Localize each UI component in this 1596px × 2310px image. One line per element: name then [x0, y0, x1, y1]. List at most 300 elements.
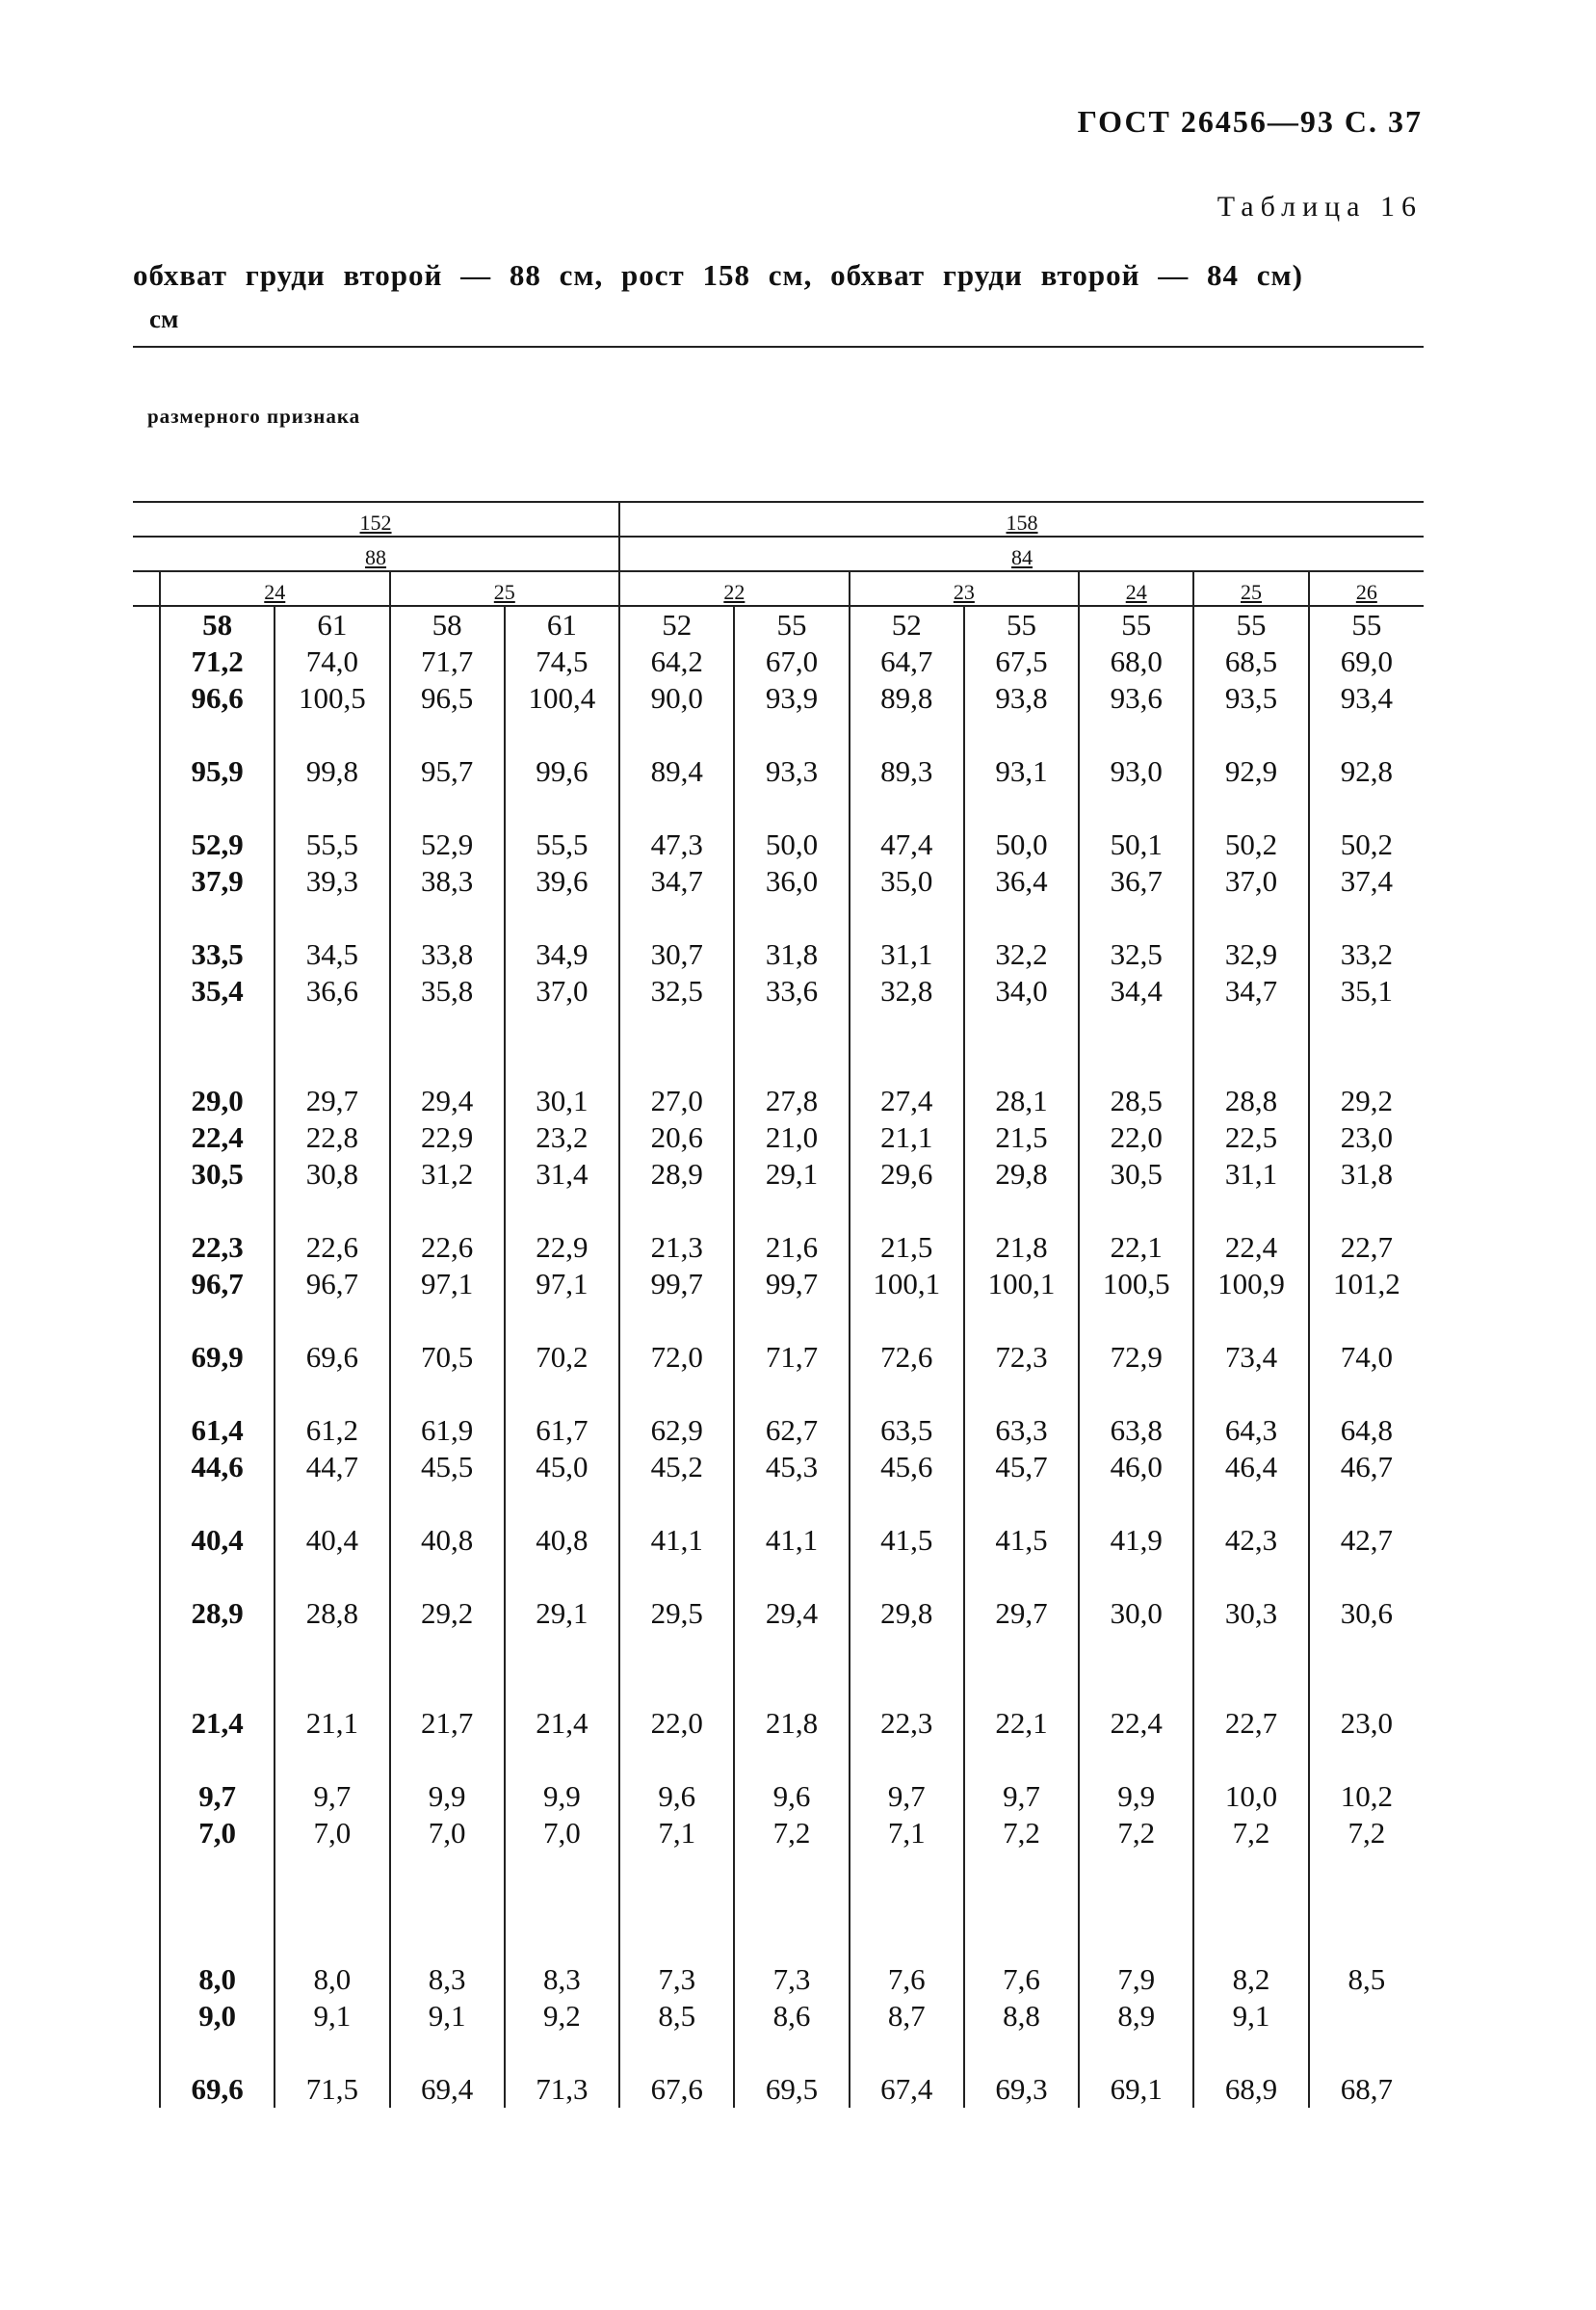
value-cell: 37,0 — [1193, 863, 1308, 900]
group-label: 25 — [390, 571, 620, 606]
empty-cell — [734, 1010, 849, 1046]
empty-cell — [734, 1302, 849, 1339]
empty-cell — [275, 1851, 389, 1888]
empty-cell — [734, 1485, 849, 1522]
spacer-row — [133, 790, 1424, 827]
empty-cell — [275, 1559, 389, 1595]
value-cell: 32,5 — [1079, 936, 1193, 973]
value-cell: 31,2 — [390, 1156, 505, 1193]
empty-cell — [850, 1888, 964, 1925]
table-row — [133, 1815, 1424, 1851]
value-cell: 7,1 — [619, 1815, 734, 1851]
dimension-sign-label: размерного признака — [147, 405, 361, 428]
empty-cell — [734, 1851, 849, 1888]
value-cell: 29,2 — [390, 1595, 505, 1632]
empty-cell — [734, 2034, 849, 2071]
empty-cell — [619, 1010, 734, 1046]
age-cell: 55 — [1193, 606, 1308, 643]
stub-cell — [133, 1266, 160, 1302]
value-cell: 22,8 — [275, 1119, 389, 1156]
value-cell: 69,1 — [1079, 2071, 1193, 2108]
stub-cell — [133, 1925, 160, 1961]
empty-cell — [1309, 1851, 1424, 1888]
value-cell: 23,0 — [1309, 1119, 1424, 1156]
empty-cell — [850, 1485, 964, 1522]
empty-cell — [850, 1742, 964, 1778]
value-cell: 70,5 — [390, 1339, 505, 1376]
empty-cell — [390, 1193, 505, 1229]
value-cell: 37,4 — [1309, 863, 1424, 900]
value-cell: 100,9 — [1193, 1266, 1308, 1302]
spacer-row — [133, 1925, 1424, 1961]
value-cell: 9,1 — [1193, 1998, 1308, 2034]
empty-cell — [734, 1742, 849, 1778]
value-cell: 74,0 — [275, 643, 389, 680]
value-cell: 29,6 — [850, 1156, 964, 1193]
bust-label: 88 — [133, 537, 619, 571]
empty-cell — [619, 717, 734, 753]
value-cell: 41,9 — [1079, 1522, 1193, 1559]
empty-cell — [1193, 1485, 1308, 1522]
empty-cell — [1309, 1302, 1424, 1339]
bust-label: 84 — [619, 537, 1424, 571]
empty-cell — [390, 1742, 505, 1778]
value-cell: 7,0 — [275, 1815, 389, 1851]
value-cell: 71,7 — [734, 1339, 849, 1376]
value-cell: 21,4 — [505, 1705, 619, 1742]
table-caption: обхват груди второй — 88 см, рост 158 см, обхват груди второй — 84 см) — [133, 258, 1303, 292]
value-cell: 29,4 — [734, 1595, 849, 1632]
empty-cell — [505, 1888, 619, 1925]
empty-cell — [734, 717, 849, 753]
value-cell: 21,1 — [275, 1705, 389, 1742]
value-cell: 50,2 — [1193, 827, 1308, 863]
empty-cell — [1193, 1302, 1308, 1339]
empty-cell — [390, 1851, 505, 1888]
value-cell: 71,2 — [160, 643, 275, 680]
spacer-row — [133, 1376, 1424, 1412]
empty-cell — [1079, 1559, 1193, 1595]
value-cell: 20,6 — [619, 1119, 734, 1156]
empty-cell — [964, 1925, 1079, 1961]
stub-cell — [133, 1046, 160, 1083]
value-cell: 34,5 — [275, 936, 389, 973]
value-cell: 34,7 — [619, 863, 734, 900]
value-cell: 22,3 — [850, 1705, 964, 1742]
empty-cell — [1079, 1851, 1193, 1888]
value-cell: 68,0 — [1079, 643, 1193, 680]
value-cell: 89,8 — [850, 680, 964, 717]
value-cell: 89,3 — [850, 753, 964, 790]
table-row — [133, 1119, 1424, 1156]
empty-cell — [619, 1485, 734, 1522]
value-cell: 93,5 — [1193, 680, 1308, 717]
empty-cell — [275, 1888, 389, 1925]
empty-cell — [1079, 1193, 1193, 1229]
value-cell: 22,4 — [1193, 1229, 1308, 1266]
value-cell: 22,0 — [619, 1705, 734, 1742]
value-cell: 97,1 — [505, 1266, 619, 1302]
spacer-row — [133, 1010, 1424, 1046]
empty-cell — [619, 1302, 734, 1339]
stub-cell — [133, 1485, 160, 1522]
empty-cell — [964, 790, 1079, 827]
value-cell: 22,0 — [1079, 1119, 1193, 1156]
empty-cell — [160, 1302, 275, 1339]
value-cell: 40,8 — [390, 1522, 505, 1559]
empty-cell — [390, 1925, 505, 1961]
stub-cell — [133, 1998, 160, 2034]
empty-cell — [619, 2034, 734, 2071]
empty-cell — [1193, 1851, 1308, 1888]
value-cell: 44,7 — [275, 1449, 389, 1485]
value-cell: 7,3 — [734, 1961, 849, 1998]
empty-cell — [964, 1302, 1079, 1339]
value-cell: 71,7 — [390, 643, 505, 680]
table-row — [133, 973, 1424, 1010]
empty-cell — [619, 1193, 734, 1229]
empty-cell — [1079, 1632, 1193, 1668]
value-cell: 34,0 — [964, 973, 1079, 1010]
value-cell: 31,8 — [1309, 1156, 1424, 1193]
value-cell: 47,4 — [850, 827, 964, 863]
empty-cell — [1193, 2034, 1308, 2071]
stub-cell — [133, 1851, 160, 1888]
empty-cell — [964, 1742, 1079, 1778]
empty-cell — [505, 790, 619, 827]
age-cell: 52 — [619, 606, 734, 643]
value-cell: 30,1 — [505, 1083, 619, 1119]
empty-cell — [734, 1376, 849, 1412]
value-cell: 46,7 — [1309, 1449, 1424, 1485]
value-cell: 93,1 — [964, 753, 1079, 790]
age-row — [133, 606, 1424, 643]
empty-cell — [1079, 1010, 1193, 1046]
table-row — [133, 1998, 1424, 2034]
value-cell: 7,0 — [390, 1815, 505, 1851]
value-cell: 46,4 — [1193, 1449, 1308, 1485]
value-cell: 93,6 — [1079, 680, 1193, 717]
group-header-row — [133, 571, 1424, 606]
empty-cell — [1079, 1668, 1193, 1705]
value-cell: 96,5 — [390, 680, 505, 717]
value-cell: 9,2 — [505, 1998, 619, 2034]
value-cell: 93,9 — [734, 680, 849, 717]
empty-cell — [390, 1668, 505, 1705]
value-cell: 21,5 — [964, 1119, 1079, 1156]
stub-cell — [133, 1229, 160, 1266]
spacer-row — [133, 1559, 1424, 1595]
value-cell: 31,8 — [734, 936, 849, 973]
value-cell: 29,4 — [390, 1083, 505, 1119]
empty-cell — [1079, 1485, 1193, 1522]
empty-cell — [275, 1046, 389, 1083]
empty-cell — [1193, 1010, 1308, 1046]
value-cell: 37,9 — [160, 863, 275, 900]
empty-cell — [505, 1925, 619, 1961]
value-cell: 22,6 — [390, 1229, 505, 1266]
empty-cell — [1193, 1925, 1308, 1961]
value-cell: 8,3 — [390, 1961, 505, 1998]
empty-cell — [505, 1851, 619, 1888]
empty-cell — [160, 1046, 275, 1083]
empty-cell — [734, 1925, 849, 1961]
spacer-row — [133, 1485, 1424, 1522]
empty-cell — [505, 900, 619, 936]
value-cell: 99,7 — [734, 1266, 849, 1302]
value-cell: 41,1 — [619, 1522, 734, 1559]
stub-cell — [133, 1705, 160, 1742]
value-cell: 7,2 — [1309, 1815, 1424, 1851]
value-cell: 9,0 — [160, 1998, 275, 2034]
empty-cell — [619, 790, 734, 827]
stub-cell — [133, 1632, 160, 1668]
value-cell: 10,0 — [1193, 1778, 1308, 1815]
empty-cell — [1079, 1888, 1193, 1925]
empty-cell — [1309, 1193, 1424, 1229]
empty-cell — [850, 1668, 964, 1705]
empty-cell — [850, 1010, 964, 1046]
empty-cell — [275, 1193, 389, 1229]
stub-cell — [133, 1815, 160, 1851]
empty-cell — [850, 2034, 964, 2071]
table-row — [133, 1229, 1424, 1266]
value-cell: 63,3 — [964, 1412, 1079, 1449]
empty-cell — [160, 1376, 275, 1412]
empty-cell — [1309, 1376, 1424, 1412]
empty-cell — [390, 717, 505, 753]
empty-cell — [505, 1632, 619, 1668]
value-cell: 21,5 — [850, 1229, 964, 1266]
value-cell: 7,9 — [1079, 1961, 1193, 1998]
empty-cell — [275, 1485, 389, 1522]
units-label: см — [149, 304, 179, 333]
group-label: 22 — [619, 571, 850, 606]
age-cell: 58 — [160, 606, 275, 643]
empty-cell — [1309, 1485, 1424, 1522]
value-cell: 30,3 — [1193, 1595, 1308, 1632]
empty-cell — [964, 1046, 1079, 1083]
empty-cell — [505, 1485, 619, 1522]
empty-cell — [1079, 1925, 1193, 1961]
empty-cell — [390, 1888, 505, 1925]
value-cell: 36,0 — [734, 863, 849, 900]
empty-cell — [505, 1046, 619, 1083]
value-cell: 93,8 — [964, 680, 1079, 717]
value-cell: 33,6 — [734, 973, 849, 1010]
empty-cell — [275, 900, 389, 936]
age-cell: 55 — [964, 606, 1079, 643]
empty-cell — [619, 1046, 734, 1083]
empty-cell — [275, 1010, 389, 1046]
value-cell: 36,7 — [1079, 863, 1193, 900]
value-cell: 32,8 — [850, 973, 964, 1010]
bust-header-row — [133, 537, 1424, 571]
empty-cell — [1309, 1559, 1424, 1595]
empty-cell — [1309, 1668, 1424, 1705]
value-cell: 34,4 — [1079, 973, 1193, 1010]
value-cell: 32,9 — [1193, 936, 1308, 973]
value-cell: 27,0 — [619, 1083, 734, 1119]
empty-cell — [505, 1302, 619, 1339]
value-cell: 45,5 — [390, 1449, 505, 1485]
value-cell: 30,6 — [1309, 1595, 1424, 1632]
empty-cell — [964, 1888, 1079, 1925]
value-cell: 7,3 — [619, 1961, 734, 1998]
group-label: 23 — [850, 571, 1080, 606]
stub-cell — [133, 1376, 160, 1412]
empty-cell — [160, 1851, 275, 1888]
stub-cell — [133, 1742, 160, 1778]
empty-cell — [850, 1046, 964, 1083]
value-cell: 39,3 — [275, 863, 389, 900]
value-cell: 9,9 — [505, 1778, 619, 1815]
value-cell: 9,1 — [275, 1998, 389, 2034]
empty-cell — [1193, 1632, 1308, 1668]
table-number: Таблица 16 — [1217, 191, 1423, 223]
group-label: 24 — [160, 571, 390, 606]
value-cell: 36,4 — [964, 863, 1079, 900]
empty-cell — [850, 1851, 964, 1888]
value-cell: 71,3 — [505, 2071, 619, 2108]
value-cell: 28,8 — [1193, 1083, 1308, 1119]
value-cell: 28,9 — [160, 1595, 275, 1632]
value-cell: 33,5 — [160, 936, 275, 973]
stub-cell — [133, 1302, 160, 1339]
empty-cell — [1193, 1193, 1308, 1229]
stub-cell — [133, 1449, 160, 1485]
value-cell: 39,6 — [505, 863, 619, 900]
spacer-row — [133, 1742, 1424, 1778]
empty-cell — [390, 900, 505, 936]
stub-cell — [133, 900, 160, 936]
empty-cell — [160, 1742, 275, 1778]
empty-cell — [1309, 900, 1424, 936]
spacer-row — [133, 717, 1424, 753]
value-cell: 67,0 — [734, 643, 849, 680]
table-row — [133, 643, 1424, 680]
value-cell: 100,5 — [1079, 1266, 1193, 1302]
empty-cell — [1309, 1046, 1424, 1083]
empty-cell — [1079, 1046, 1193, 1083]
value-cell: 22,7 — [1309, 1229, 1424, 1266]
empty-cell — [275, 2034, 389, 2071]
value-cell: 93,4 — [1309, 680, 1424, 717]
age-cell: 55 — [1079, 606, 1193, 643]
empty-cell — [619, 1851, 734, 1888]
value-cell: 9,7 — [964, 1778, 1079, 1815]
value-cell: 7,2 — [734, 1815, 849, 1851]
value-cell: 69,6 — [160, 2071, 275, 2108]
empty-cell — [734, 1559, 849, 1595]
value-cell: 63,8 — [1079, 1412, 1193, 1449]
table-row — [133, 1522, 1424, 1559]
empty-cell — [734, 790, 849, 827]
value-cell: 44,6 — [160, 1449, 275, 1485]
value-cell: 50,2 — [1309, 827, 1424, 863]
age-cell: 55 — [1309, 606, 1424, 643]
value-cell: 67,5 — [964, 643, 1079, 680]
empty-cell — [619, 1632, 734, 1668]
value-cell: 22,4 — [160, 1119, 275, 1156]
empty-cell — [275, 1742, 389, 1778]
value-cell: 42,7 — [1309, 1522, 1424, 1559]
empty-cell — [505, 1742, 619, 1778]
age-cell: 55 — [734, 606, 849, 643]
value-cell: 22,7 — [1193, 1705, 1308, 1742]
value-cell: 9,7 — [850, 1778, 964, 1815]
value-cell: 21,7 — [390, 1705, 505, 1742]
value-cell: 55,5 — [505, 827, 619, 863]
empty-cell — [505, 1668, 619, 1705]
empty-cell — [160, 1632, 275, 1668]
value-cell: 101,2 — [1309, 1266, 1424, 1302]
empty-cell — [1193, 1376, 1308, 1412]
value-cell: 45,6 — [850, 1449, 964, 1485]
value-cell: 9,9 — [1079, 1778, 1193, 1815]
empty-cell — [390, 1046, 505, 1083]
stub-cell — [133, 973, 160, 1010]
group-label: 25 — [1193, 571, 1308, 606]
table-row — [133, 1778, 1424, 1815]
value-cell: 71,5 — [275, 2071, 389, 2108]
value-cell: 92,9 — [1193, 753, 1308, 790]
empty-cell — [1193, 1742, 1308, 1778]
empty-cell — [1193, 1046, 1308, 1083]
value-cell: 45,2 — [619, 1449, 734, 1485]
empty-cell — [390, 1559, 505, 1595]
empty-cell — [734, 1888, 849, 1925]
value-cell: 69,5 — [734, 2071, 849, 2108]
value-cell: 7,1 — [850, 1815, 964, 1851]
spacer-row — [133, 1668, 1424, 1705]
empty-cell — [1193, 1559, 1308, 1595]
empty-cell — [1193, 1668, 1308, 1705]
stub-cell — [133, 643, 160, 680]
spacer-row — [133, 1302, 1424, 1339]
value-cell: 21,0 — [734, 1119, 849, 1156]
spacer-row — [133, 900, 1424, 936]
age-cell: 58 — [390, 606, 505, 643]
value-cell: 30,5 — [1079, 1156, 1193, 1193]
value-cell: 64,3 — [1193, 1412, 1308, 1449]
value-cell: 29,1 — [734, 1156, 849, 1193]
value-cell: 47,3 — [619, 827, 734, 863]
value-cell: 22,5 — [1193, 1119, 1308, 1156]
empty-cell — [1079, 1376, 1193, 1412]
value-cell: 69,9 — [160, 1339, 275, 1376]
value-cell: 100,4 — [505, 680, 619, 717]
empty-cell — [390, 2034, 505, 2071]
value-cell: 40,4 — [160, 1522, 275, 1559]
empty-cell — [390, 1376, 505, 1412]
stub-cell — [133, 717, 160, 753]
value-cell: 28,1 — [964, 1083, 1079, 1119]
empty-cell — [1309, 1925, 1424, 1961]
table-row — [133, 1961, 1424, 1998]
empty-cell — [160, 790, 275, 827]
stub-cell — [133, 2071, 160, 2108]
empty-cell — [964, 1376, 1079, 1412]
value-cell: 96,7 — [275, 1266, 389, 1302]
value-cell: 34,7 — [1193, 973, 1308, 1010]
empty-cell — [390, 1485, 505, 1522]
value-cell: 29,2 — [1309, 1083, 1424, 1119]
value-cell: 28,9 — [619, 1156, 734, 1193]
table-row — [133, 1156, 1424, 1193]
value-cell: 21,4 — [160, 1705, 275, 1742]
age-cell: 61 — [275, 606, 389, 643]
